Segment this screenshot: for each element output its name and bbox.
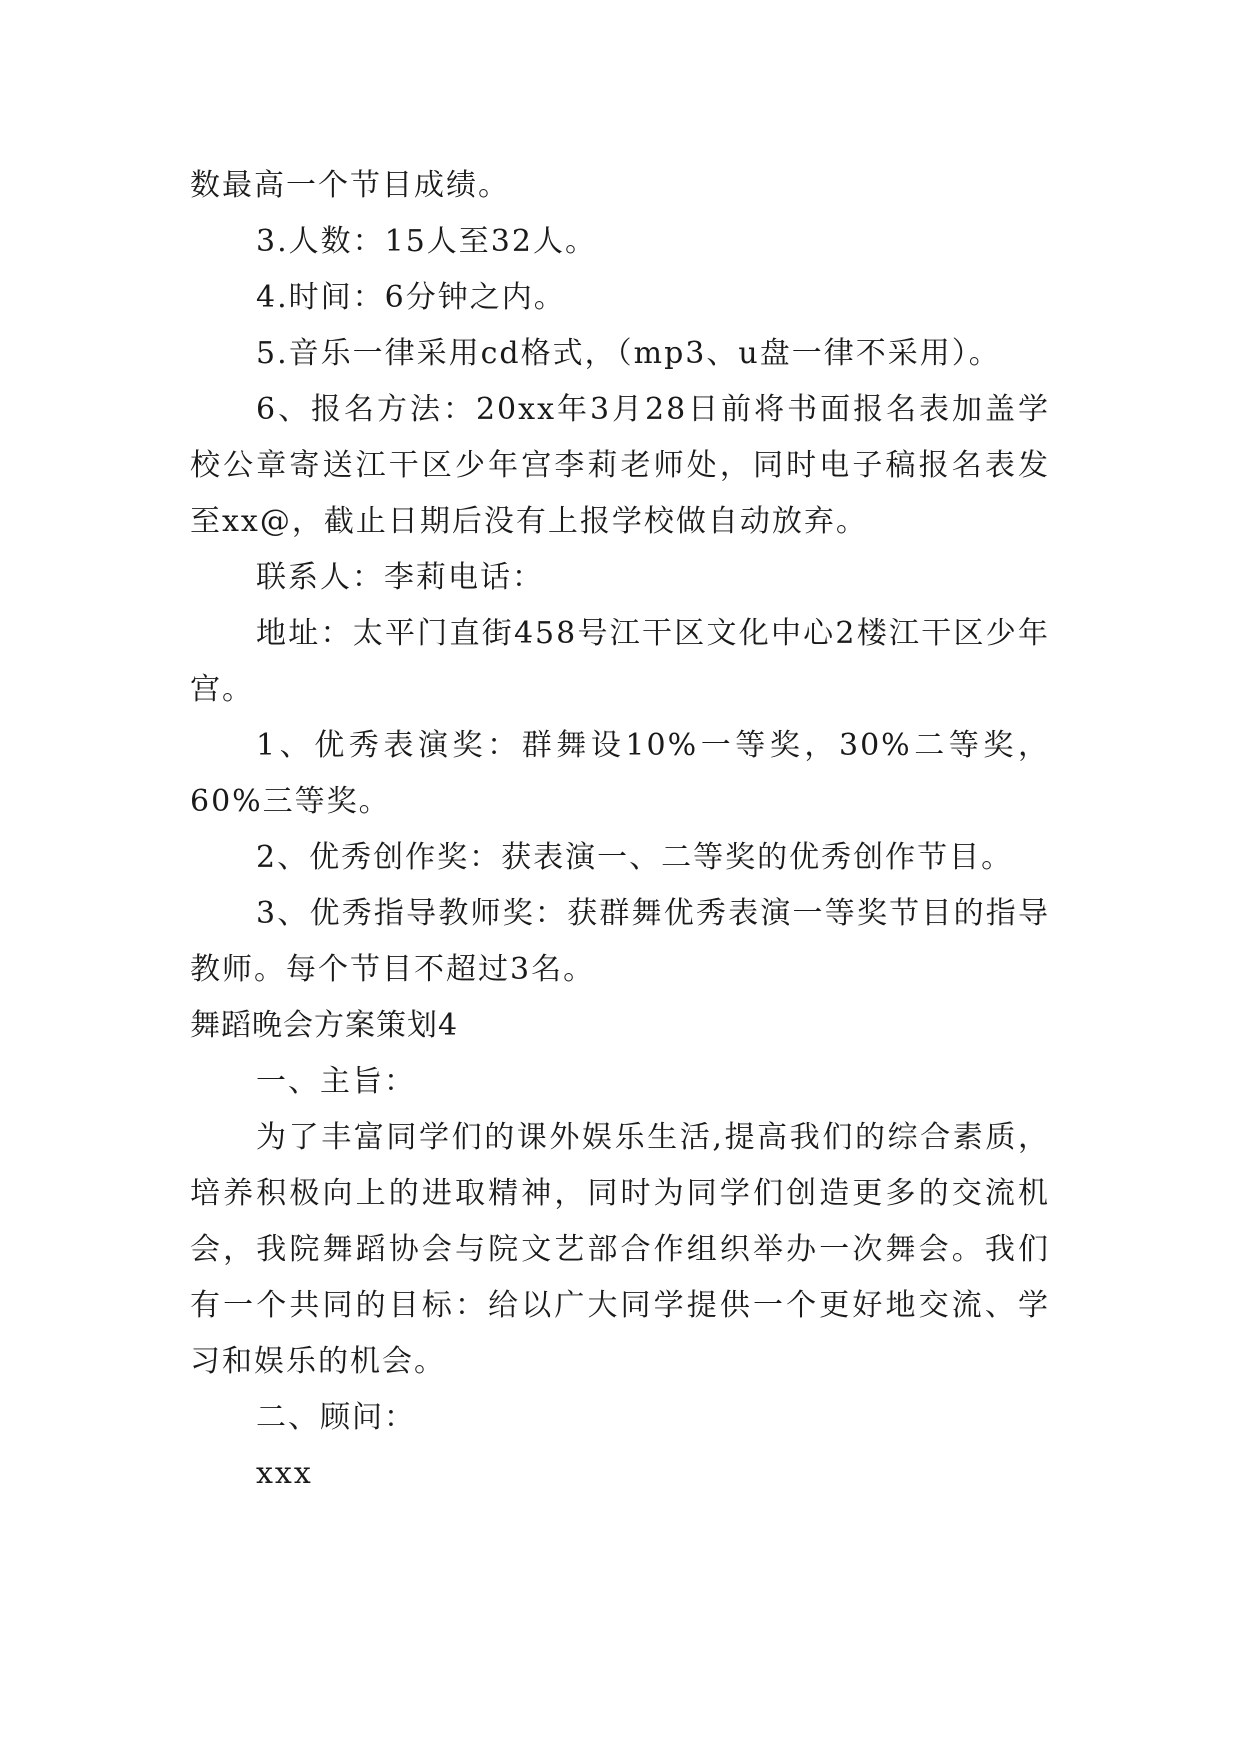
paragraph-participants: 3.人数：15人至32人。 xyxy=(256,224,597,259)
paragraph-address: 地址：太平门直街458号江干区文化中心2楼江干区少年宫。 xyxy=(190,616,1050,707)
paragraph-performance-award: 1、优秀表演奖：群舞设10%一等奖，30%二等奖，60%三等奖。 xyxy=(190,728,1050,819)
paragraph-creation-award: 2、优秀创作奖：获表演一、二等奖的优秀创作节目。 xyxy=(256,840,1014,875)
paragraph-contact: 联系人：李莉电话： xyxy=(256,560,544,595)
paragraph-purpose-body: 为了丰富同学们的课外娱乐生活,提高我们的综合素质，培养积极向上的进取精神，同时为同学们创造更多的交流机会，我院舞蹈协会与院文艺部合作组织举办一次舞会。我们有一个共同的目标：给以广大同学提供一个更好地交流、学习和娱乐的机会。 xyxy=(190,1120,1050,1379)
paragraph-score-continuation: 数最高一个节目成绩。 xyxy=(190,168,510,203)
paragraph-advisor-title: 二、顾问： xyxy=(256,1400,416,1435)
paragraph-purpose-title: 一、主旨： xyxy=(256,1064,416,1099)
paragraph-music-format: 5.音乐一律采用cd格式，（mp3、u盘一律不采用）。 xyxy=(256,336,1001,371)
section-heading: 舞蹈晚会方案策划4 xyxy=(190,1008,459,1043)
paragraph-teacher-award: 3、优秀指导教师奖：获群舞优秀表演一等奖节目的指导教师。每个节目不超过3名。 xyxy=(190,896,1050,987)
paragraph-advisor-name: xxx xyxy=(256,1456,313,1491)
paragraph-registration: 6、报名方法：20xx年3月28日前将书面报名表加盖学校公章寄送江干区少年宫李莉老师处，同时电子稿报名表发至xx@，截止日期后没有上报学校做自动放弃。 xyxy=(190,392,1050,539)
paragraph-time-limit: 4.时间：6分钟之内。 xyxy=(256,280,566,315)
document-body xyxy=(190,158,1050,1502)
